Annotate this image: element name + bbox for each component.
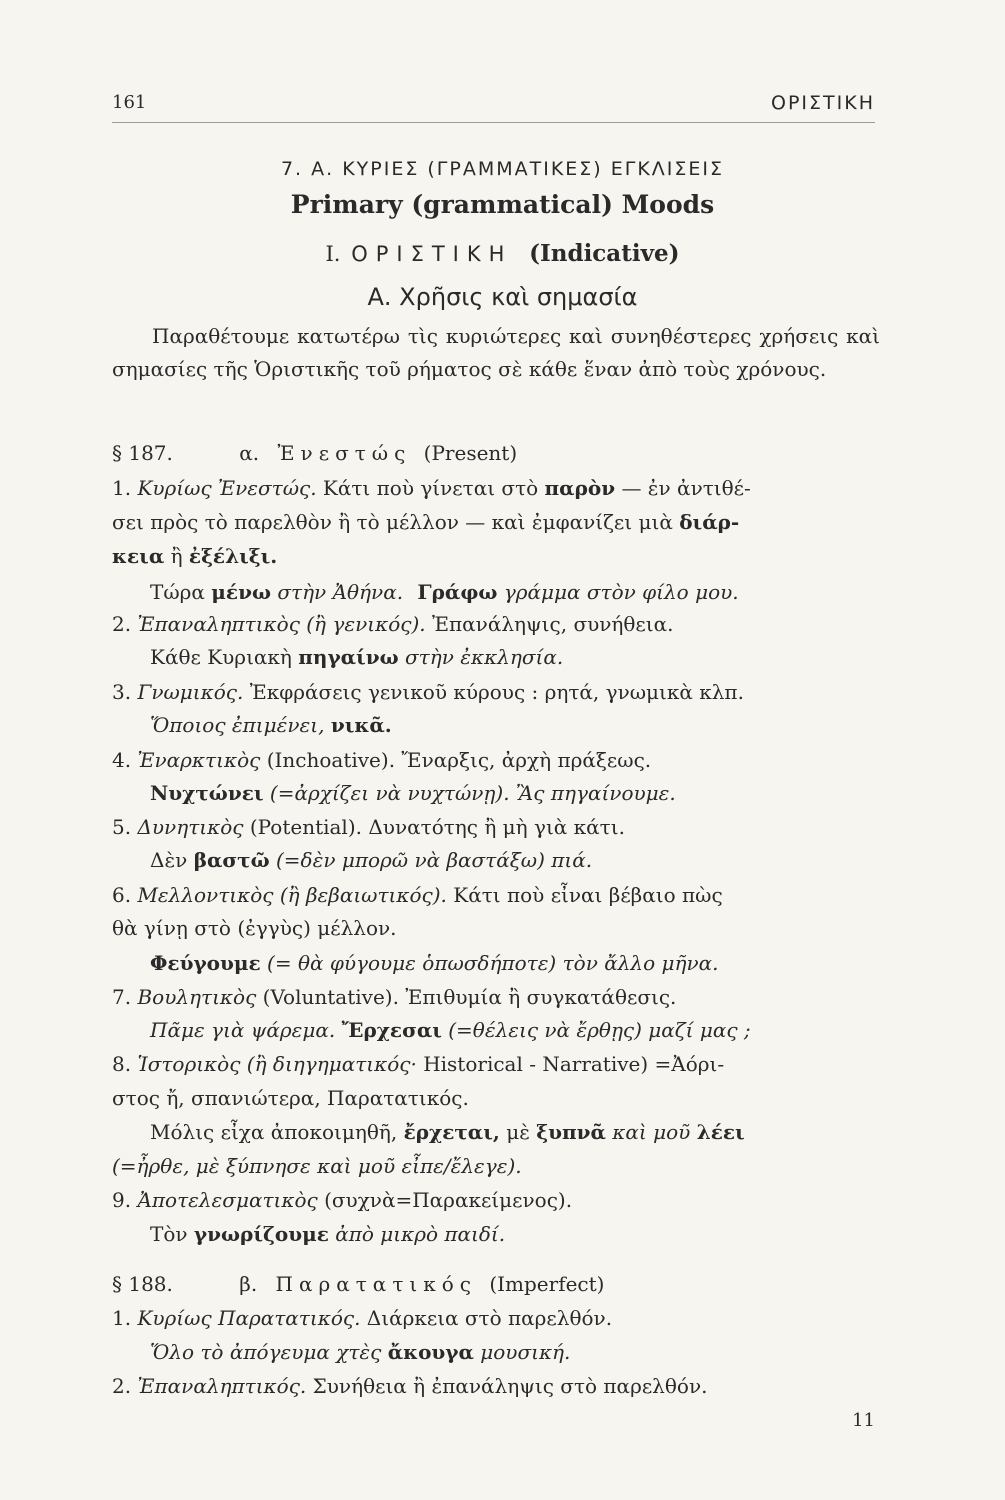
term: Μελλοντικὸς (ἢ βεβαιωτικός). [137,883,447,907]
text-line [112,510,880,534]
signature-mark: 11 [852,1410,875,1431]
text: Ὅλο τὸ ἀπόγευμα χτὲς [150,1340,382,1364]
text-line [112,680,880,704]
text: Κάτι ποὺ εἶναι βέβαιο πὼς [453,883,723,907]
page-number: 161 [112,92,147,113]
text-line [112,748,880,772]
item-letter: α. [239,441,260,465]
text: Τώρα [150,580,205,604]
text: (=θέλεις νὰ ἔρθῃς) μαζί μας ; [448,1018,751,1042]
text: Ἐκφράσεις γενικοῦ κύρους : ρητά, γνωμικὰ κλπ. [249,680,744,704]
example-bold: πηγαίνω [298,645,399,669]
text-line [112,1154,880,1178]
tense-english: (Present) [423,441,518,465]
example-bold: ἄκουγα [387,1340,474,1364]
text: Τὸν [150,1222,188,1246]
item-letter: β. [239,1272,258,1296]
example-bold: παρὸν [544,476,616,500]
text-line [112,1374,880,1398]
text-line [112,544,880,568]
section-word: ΟΡΙΣΤΙΚΗ [351,242,513,266]
example-line [150,713,880,737]
item-number: 9. [112,1188,132,1212]
example-bold: νικᾶ. [330,713,392,737]
text: — ἐν ἀντιθέ- [621,476,751,500]
section-prefix: I. [325,242,341,266]
text-line [112,1306,880,1330]
text: Διάρκεια στὸ παρελθόν. [366,1306,613,1330]
text: Ἐπανάληψις, συνήθεια. [431,612,674,636]
running-title: ΟΡΙΣΤΙΚΗ [771,92,875,114]
example-line [150,1120,880,1144]
example-bold: μένω [211,580,271,604]
section-english: (Indicative) [529,240,680,267]
text: (=δὲν μπορῶ νὰ βαστάξω) πιά. [275,848,593,872]
example-line [150,848,880,872]
text: θὰ γίνῃ στὸ (ἐγγὺς) μέλλον. [112,916,397,940]
text: μουσική. [480,1340,571,1364]
text: γράμμα στὸν φίλο μου. [503,580,739,604]
term: Δυνητικὸς [137,815,244,839]
text: Πᾶμε γιὰ ψάρεμα. [150,1018,336,1042]
example-line [150,951,880,975]
term: Ἱστορικὸς (ἢ διηγηματικός· [137,1052,417,1076]
term: Γνωμικός. [137,680,244,704]
intro-paragraph: Παραθέτουμε κατωτέρω τὶς κυριώτερες καὶ συνηθέστερες χρήσεις καὶ σημασίες τῆς Ὁριστικῆς τοῦ ρήματος σὲ κάθε ἕναν ἀπὸ τοὺς χρόνους. [112,324,880,381]
text: Μόλις εἶχα ἀποκοιμηθῆ, [150,1120,398,1144]
term-english: (Potential). [249,815,362,839]
term: Βουλητικὸς [137,985,257,1009]
text-line [112,1052,880,1076]
text-line [112,815,880,839]
text: σει πρὸς τὸ παρελθὸν ἢ τὸ μέλλον — καὶ ἐμφανίζει μιὰ [112,510,673,534]
example-bold: Φεύγουμε [150,951,261,975]
term: Ἐπαναληπτικός. [137,1374,307,1398]
term-english: (Inchoative). [266,748,396,772]
item-number: 8. [112,1052,132,1076]
item-number: 2. [112,1374,132,1398]
item-number: 2. [112,612,132,636]
text: Ὅποιος ἐπιμένει, [150,713,325,737]
example-line [150,1222,880,1246]
text-line [112,883,880,907]
item-number: 7. [112,985,132,1009]
example-bold: βαστῶ [193,848,270,872]
text: Κάτι ποὺ γίνεται στὸ [322,476,539,500]
term-english: (Voluntative). [262,985,399,1009]
term: Κυρίως Ἐνεστώς. [137,476,317,500]
text: Κάθε Κυριακὴ [150,645,292,669]
page-header [112,92,875,123]
term: Ἀποτελεσματικὸς [137,1188,318,1212]
example-bold: γνωρίζουμε [193,1222,329,1246]
example-line [150,1018,880,1042]
example-bold: κεια [112,544,165,568]
text: (= θὰ φύγουμε ὁπωσδήποτε) τὸν ἄλλο μῆνα. [267,951,719,975]
text: (=ἀρχίζει νὰ νυχτώνῃ). Ἂς πηγαίνουμε. [269,781,676,805]
text-line [112,476,880,500]
text: Ἐπιθυμία ἢ συγκατάθεσις. [405,985,677,1009]
chapter-heading-greek: 7. Α. ΚΥΡΙΕΣ (ΓΡΑΜΜΑΤΙΚΕΣ) ΕΓΚΛΙΣΕΙΣ [280,158,725,180]
tense-name: Παρατατικός [275,1272,477,1296]
text: μὲ [506,1120,530,1144]
section-188-heading [112,1272,880,1296]
example-bold: ἐξέλιξι. [188,544,278,568]
example-bold: διάρ- [679,510,740,534]
chapter-heading-english: Primary (grammatical) Moods [290,190,715,219]
tense-name: Ἐνεστώς [277,441,412,465]
para-number: § 187. [112,441,173,465]
item-number: 3. [112,680,132,704]
example-line [150,580,880,604]
text-line [112,985,880,1009]
text: Δυνατότης ἢ μὴ γιὰ κάτι. [368,815,625,839]
section-187-heading [112,441,880,465]
text: Δὲν [150,848,188,872]
text: στος ἤ, σπανιώτερα, Παρατατικός. [112,1086,469,1110]
text: Historical - Narrative) =Ἀόρι- [423,1052,725,1076]
section-heading [0,240,1005,267]
text: στὴν Ἀθήνα. [277,580,404,604]
item-number: 1. [112,476,132,500]
example-line [150,645,880,669]
term: Κυρίως Παρατατικός. [137,1306,361,1330]
text: ἀπὸ μικρὸ παιδί. [335,1222,506,1246]
item-number: 1. [112,1306,132,1330]
item-number: 6. [112,883,132,907]
example-line [150,1340,880,1364]
text-line [112,1086,880,1110]
text-line [112,916,880,940]
example-bold: Γράφω [417,580,498,604]
item-number: 4. [112,748,132,772]
item-number: 5. [112,815,132,839]
example-bold: Ἔρχεσαι [341,1018,442,1042]
text: στὴν ἐκκλησία. [405,645,564,669]
term: Ἐναρκτικὸς [137,748,261,772]
text: καὶ μοῦ [612,1120,691,1144]
tense-english: (Imperfect) [489,1272,605,1296]
text: (=ἦρθε, μὲ ξύπνησε καὶ μοῦ εἶπε/ἔλεγε). [112,1154,522,1178]
example-bold: Νυχτώνει [150,781,264,805]
text: (συχνὰ=Παρακείμενος). [324,1188,573,1212]
text: Συνήθεια ἢ ἐπανάληψις στὸ παρελθόν. [312,1374,708,1398]
example-bold: ἔρχεται, [403,1120,500,1144]
term: Ἐπαναληπτικὸς (ἢ γενικός). [137,612,426,636]
text: Ἔναρξις, ἀρχὴ πράξεως. [401,748,652,772]
text-line [112,612,880,636]
para-number: § 188. [112,1272,173,1296]
text: ἢ [170,544,183,568]
text-line [112,1188,880,1212]
example-bold: λέει [696,1120,745,1144]
example-bold: ξυπνᾶ [536,1120,606,1144]
example-line [150,781,880,805]
subsection-heading: Α. Χρῆσις καὶ σημασία [367,283,638,311]
